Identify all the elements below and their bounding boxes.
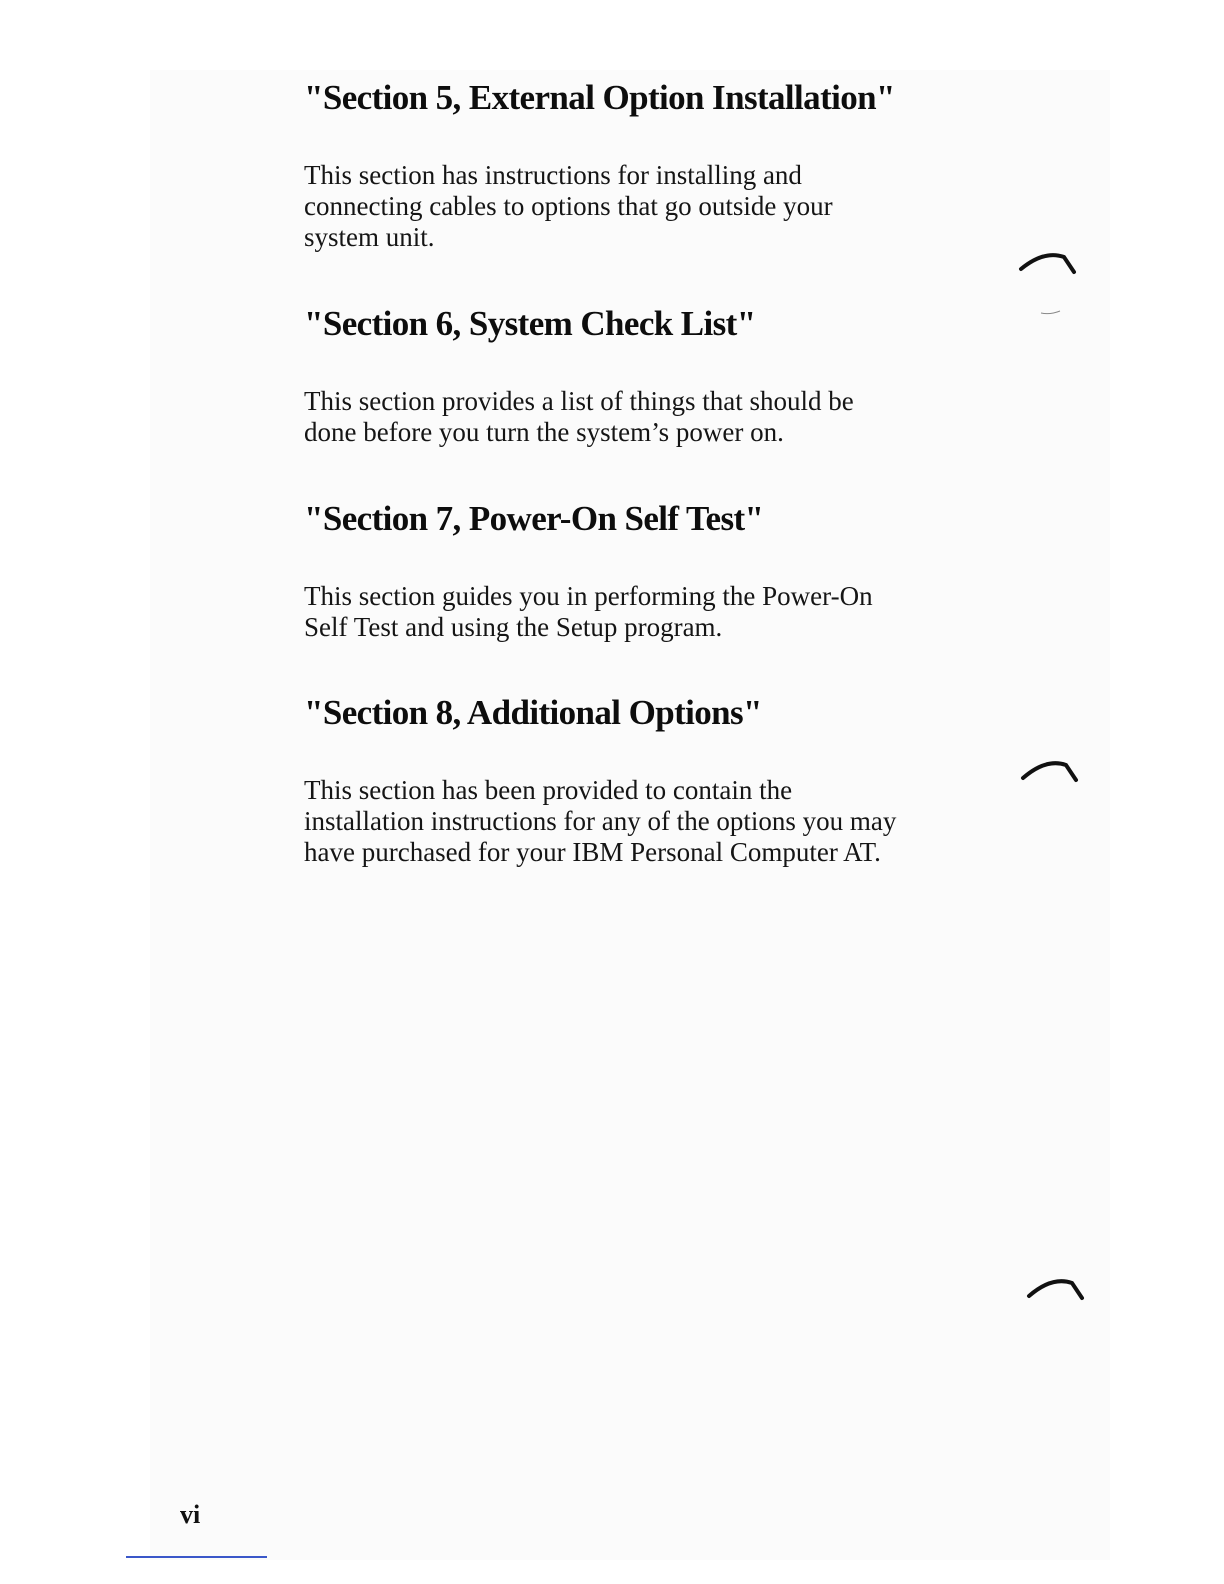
section-6-description [304, 386, 1004, 448]
section-5-line-2: connecting cables to options that go outside your [304, 191, 833, 221]
binder-tab-mark-icon [1020, 756, 1080, 786]
section-8 [304, 691, 1004, 868]
scan-speck-icon [1040, 308, 1064, 316]
section-8-description [304, 775, 1004, 868]
section-8-line-3: have purchased for your IBM Personal Computer AT. [304, 837, 881, 867]
section-8-line-1: This section has been provided to contain the [304, 775, 793, 805]
section-6-heading: "Section 6, System Check List" [304, 304, 756, 343]
section-5-line-3: system unit. [304, 222, 435, 252]
section-5-line-1: This section has instructions for installing and [304, 160, 802, 190]
section-7 [304, 497, 1004, 643]
binder-tab-mark-icon [1018, 248, 1078, 278]
section-7-heading: "Section 7, Power-On Self Test" [304, 499, 764, 538]
section-6-line-2: done before you turn the system’s power on. [304, 417, 784, 447]
page-number: vi [180, 1500, 201, 1529]
section-6 [304, 302, 1004, 448]
section-6-line-1: This section provides a list of things that should be [304, 386, 854, 416]
section-8-line-2: installation instructions for any of the options you may [304, 806, 897, 836]
section-7-description [304, 581, 1004, 643]
section-5-heading: "Section 5, External Option Installation" [304, 78, 895, 117]
section-5 [304, 76, 1004, 253]
section-8-heading: "Section 8, Additional Options" [304, 693, 762, 732]
section-5-description [304, 160, 1004, 253]
section-7-line-1: This section guides you in performing the Power-On [304, 581, 873, 611]
section-7-line-2: Self Test and using the Setup program. [304, 612, 723, 642]
binder-tab-mark-icon [1026, 1274, 1086, 1304]
bottom-rule [126, 1556, 267, 1558]
